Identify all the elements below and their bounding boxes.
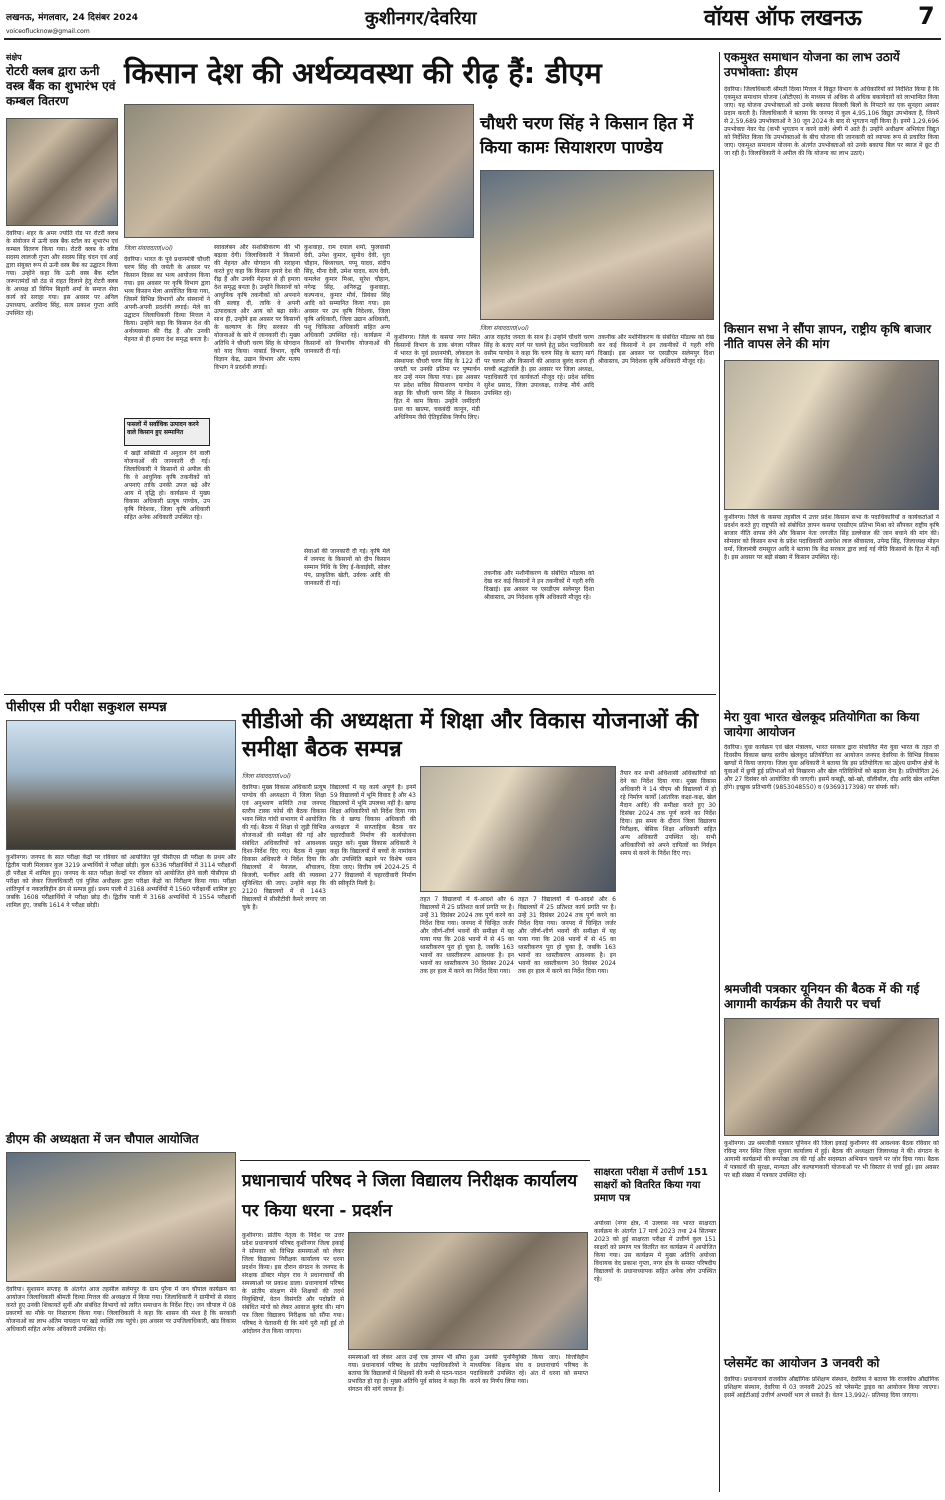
- pcs-body: कुशीनगर। जनपद के सात परीक्षा केंद्रों पर रविवार को आयोजित पूर्व पीसीएस प्री परीक्षा के प्रथम और द्वितीय पाली मिलाकर कुल 3219 अभ्यर्थियों ने परीक्षा छोड़ी। कुल 6336 परीक्षार्थियों में 3114 परीक्षार्थी ही परीक्षा में शामिल हुए। जनपद के सात परीक्षा केन्द्रों पर रविवार को आयोजित होने वाली पीसीएस प्री परीक्षा को लेकर जिलाधिकारी एवं पुलिस अधीक्षक द्वारा परीक्षा केंद्रों का निरीक्षण किया गया। परीक्षा शांतिपूर्ण व नकलविहीन ढंग से सम्पन्न हुई। प्रथम पाली में 3168 अभ्यर्थियों में 1560 परीक्षार्थी शामिल हुए जबकि 1608 परीक्षार्थियों ने परीक्षा छोड़ दी। द्वितीय पाली में 3168 अभ्यर्थियों में 1554 परीक्षार्थी शामिल हुए, जबकि 1614 ने परीक्षा छोड़ी।: [6, 854, 236, 909]
- cdo-col1: देवरिया। मुख्य विकास अधिकारी प्रत्यूष पाण्डेय की अध्यक्षता में जिला शिक्षा एवं अनुश्रवण समिति तथा जनपद स्तरीय टास्क फोर्स की बैठक विकास भवन स्थित गांधी सभागार में आयोजित की गई। बैठक में शिक्षा से जुड़ी विभिन्न योजनाओं की समीक्षा की गई और संबंधित अधिकारियों को आवश्यक दिशा-निर्देश दिए गए। बैठक में मुख्य विकास अधिकारी ने निर्देश दिया कि विद्यालयों में पेयजल, शौचालय, बिजली, फर्नीचर आदि की व्यवस्था सुनिश्चित की जाए। उन्होंने कहा कि 2120 विद्यालयों में से 1443 विद्यालयों में सीसीटीवी कैमरे लगाए जा चुके हैं।: [242, 784, 326, 911]
- masthead: [0, 0, 945, 50]
- lead-box: [124, 418, 210, 446]
- lead-dateline: जिला संवाददाता(vol): [124, 245, 173, 252]
- cdo-dateline: जिला संवाददाता(vol): [242, 773, 291, 780]
- right3-body: देवरिया। युवा कार्यक्रम एवं खेल मंत्रालय, भारत सरकार द्वारा संचालित मेरा युवा भारत के तहत दो दिवसीय विकास खण्ड स्तरीय खेलकूद प्रतियोगिता का आयोजन जनपद देवरिया के विभिन्न विकास खण्डों में किया जाएगा। जिला युवा अधिकारी ने बताया कि इस प्रतियोगिता का उद्देश्य ग्रामीण क्षेत्रों के युवाओं में छुपी हुई प्रतिभाओं को निखारना और खेल गतिविधियों को बढ़ावा देना है। प्रतियोगिता 26 और 27 दिसंबर को आयोजित की जाएगी। इसमें कबड्डी, खो-खो, वॉलीबॉल, दौड़ आदि खेल शामिल होंगे। इच्छुक प्रतिभागी (9853048550) व (9369317398) पर संपर्क करें।: [724, 744, 939, 791]
- lead-col5c: तकनीक और मशीनीकरण के संबंधित मॉडल्स को देख कर कई किसानों ने इन तकनीकों में गहरी रुचि दिखाई। इस अवसर पर एसडीएम सलेमपुर दिशा श्रीवास्तव, उप निदेशक कृषि अधिकारी मौजूद रहे।: [484, 570, 594, 601]
- dharna-photo: [348, 1232, 588, 1350]
- lead-col3b: सेवाओं की जानकारी दी गई। कृषि मेले में जनपद के किसानों को दीप किसान सम्मान निधि के लिए ई-केवाईसी, सोलर पंप, प्राकृतिक खेती, उर्वरक आदि की जानकारी दी गई।: [304, 548, 390, 587]
- lead-headline: किसान देश की अर्थव्यवस्था की रीढ़ हैं: डीएम: [124, 56, 602, 90]
- lead-col4: कुशीनगर। जिले के कसया नगर स्थित किसानों विभाग के डाक बंगला परिसर में भारत के पूर्व प्रधानमंत्री, लोकदल के संस्थापक चौधरी चरण सिंह के 122 वीं जयंती पर उनकी प्रतिमा पर पुष्पार्चन कर उन्हें नमन किया गया। इस अवसर पर प्रदेश सचिव सियाशरण पाण्डेय ने कहा कि चौधरी चरण सिंह ने किसान हित में काम किया। उन्होंने जमींदारी प्रथा का खात्मा, चकबंदी कानून, मंडी अधिनियम जैसे ऐतिहासिक निर्णय लिए।: [394, 334, 480, 421]
- lead-col3: कुशवाहा, राम दयाल शर्मा, फुलवासी देवी, उमेश कुमार, सुमोध देवी, धुरा चौहान, बिंध्याचल, पप्पू यादव, संदीप सिंह, मीना देवी, उमेश यादव, सत्य देवी, कमलेश कुमार मिश्रा, सुरेश चौहान, नगेन्द्र सिंह, अनिरुद्ध कुशवाहा, कल्पनाथ, कुमार मौर्य, प्रियंका सिंह आदि को सम्मानित किया गया। इस अवसर पर उप कृषि निदेशक, जिला कृषि अधिकारी, जिला उद्यान अधिकारी, पशु चिकित्सा अधिकारी सहित अन्य अधिकारी उपस्थित रहे। कार्यक्रम में किसानों को विभागीय योजनाओं की जानकारी दी गई।: [304, 244, 390, 355]
- right2-body: कुशीनगर। जिले के कसया तहसील में उत्तर प्रदेश किसान सभा के पदाधिकारियों व कार्यकर्ताओं ने प्रदर्शन करते हुए राष्ट्रपति को संबोधित ज्ञापन कसया एसडीएम प्रतिभा मिश्रा को सौंपकर राष्ट्रीय कृषि बाजार नीति वापस लेने और किसान नेता जगजीत सिंह डल्लेवाल की जान बचाने की मांग की। सोमवार को किसान सभा के प्रदेश पदाधिकारी अवधेश लाल श्रीवास्तव, उपेन्द्र सिंह, जिलाध्यक्ष मोहन वर्मा, जिलामंत्री रामसूरत आदि ने बताया कि केंद्र सरकार द्वारा लाई गई नीति किसानों के हित में नहीं है। इस अवसर पर बड़ी संख्या में किसान उपस्थित रहे।: [724, 514, 939, 561]
- lead-col5: आज राहतेद जनता के साथ है। उन्होंने चौधरी चरण सिंह के बताए मार्ग पर चलने हेतु प्रदेश पदाधिकारी वसीम पाण्डेय ने कहा कि चरण सिंह के बताए मार्ग पर चलना और किसानों की आवाज बुलंद करना ही सच्ची श्रद्धांजलि है। इस अवसर पर जिला अध्यक्ष, पदाधिकारी एवं कार्यकर्ता मौजूद रहे। प्रदेश सचिव सुरेश प्रसाद, जिला उपाध्यक्ष, राजेन्द्र मौर्य आदि उपस्थित रहे।: [484, 334, 594, 397]
- paper-name: वॉयस ऑफ लखनऊ: [704, 5, 862, 31]
- email: voiceoflucknow@gmail.com: [6, 28, 90, 35]
- chaupal-photo: [6, 1152, 236, 1282]
- right2-headline: किसान सभा ने सौंपा ज्ञापन, राष्ट्रीय कृषि बाजार नीति वापस लेने की मांग: [724, 322, 931, 351]
- dharna-headline: प्रधानाचार्य परिषद ने जिला विद्यालय निरीक्षक कार्यालय पर किया धरना - प्रदर्शन: [242, 1171, 578, 1221]
- cdo-col3b: तहत 7 विद्यालयों में ये-आदर्श और 6 विद्यालयों में 25 प्रतिशत कार्य प्रगति पर है। उन्हें 31 दिसंबर 2024 तक पूर्ण करने का निर्देश दिया गया। जनपद में चिन्हित जर्जर और जीर्ण-शीर्ण भवनों की समीक्षा में यह पाया गया कि 208 भवनों में से 45 का ध्वस्तीकरण पूरा हो चुका है, जबकि 163 भवनों का ध्वस्तीकरण आवश्यक है। इन भवनों का ध्वस्तीकरण 30 दिसंबर 2024 तक हर हाल में करने का निर्देश दिया गया।: [518, 896, 616, 975]
- lead-photo-2: [480, 170, 714, 320]
- dharna-rule: [240, 1160, 590, 1161]
- lead-photo: [124, 104, 474, 238]
- pcs-photo: [6, 720, 236, 850]
- chaupal-headline: डीएम की अध्यक्षता में जन चौपाल आयोजित: [6, 1132, 199, 1146]
- cdo-col2: विद्यालयों में यह कार्य अपूर्ण है। इनमें 59 विद्यालयों में भूमि विवाद है और 43 विद्यालयों में भूमि उपलब्ध नहीं है। खण्ड शिक्षा अधिकारियों को निर्देश दिया गया कि वे खण्ड विकास अधिकारी की अध्यक्षता में साप्ताहिक बैठक कर चहारदीवारी निर्माण की कार्ययोजना प्रस्तुत करें। मुख्य विकास अधिकारी ने कहा कि विद्यालयों में बच्चों के नामांकन और उपस्थिति बढ़ाने पर विशेष ध्यान दिया जाए। वित्तीय वर्ष 2024-25 में 277 विद्यालयों में चहारदीवारी निर्माण की स्वीकृति मिली है।: [330, 784, 416, 887]
- right-divider: [719, 52, 720, 1492]
- page-number: 7: [918, 2, 935, 30]
- right4-body: कुशीनगर। उप्र श्रमजीवी पत्रकार यूनियन की जिला इकाई कुशीनगर की आवश्यक बैठक रविवार को रविन्द्र नगर स्थित जिला सूचना कार्यालय में हुई। बैठक की अध्यक्षता जिलाध्यक्ष ने की। संगठन के आगामी कार्यक्रमों की रूपरेखा तय की गई और सदस्यता अभियान चलाने पर जोर दिया गया। बैठक में पत्रकारों की सुरक्षा, मान्यता और कल्याणकारी योजनाओं पर भी विस्तार से चर्चा हुई। इस अवसर पर बड़ी संख्या में पत्रकार उपस्थित रहे।: [724, 1140, 939, 1179]
- dharna-body3: हुआ उनकी पुनर्नियुक्ति किया जाए। वित्तविहीन माध्यमिक शिक्षक संघ व प्रधानाचार्य परिषद के पदाधिकारी उपस्थित रहे। अंत में धरना को समाप्त करने का निर्णय लिया गया।: [470, 1354, 588, 1385]
- right3-headline: मेरा युवा भारत खेलकूद प्रतियोगिता का किया जायेगा आयोजन: [724, 710, 920, 739]
- lead-col1: देवरिया। भारत के पूर्व प्रधानमंत्री चौधरी चरण सिंह की जयंती के अवसर पर किसान दिवस का भव्य आयोजन किया गया। इस अवसर पर कृषि विभाग द्वारा भव्य किसान मेला आयोजित किया गया, जिसमें विभिन्न विभागों और संस्थानों ने अपनी-अपनी प्रदर्शनी लगाई। मेले का उद्घाटन जिलाधिकारी दिव्या मित्तल ने किया। उन्होंने कहा कि किसान देश की अर्थव्यवस्था की रीढ़ हैं और उनकी मेहनत से ही हमारा देश समृद्ध बनता है।: [124, 256, 210, 343]
- cdo-col4: तैयार कर सभी अधिशासी अधिकारियों को देने का निर्देश दिया गया। मुख्य विकास अधिकारी ने 14 पीएम श्री विद्यालयों में हो रहे निर्माण कार्यों (आंतरिक कक्षा-कक्ष, खेल मैदान आदि) की समीक्षा करते हुए 30 दिसंबर 2024 तक पूर्ण करने का निर्देश दिया। इस समय के दौरान जिला विद्यालय निरीक्षक, बेसिक शिक्षा अधिकारी सहित अन्य अधिकारी उपस्थित रहे। सभी अधिकारियों को अपने दायित्वों का निर्वहन समय से करने के निर्देश दिए गए।: [620, 770, 716, 857]
- awards-body: अयोध्या (नगर क्षेत्र, में उल्लास नव भारत साक्षरता कार्यक्रम के अंतर्गत 17 मार्च 2023 तथा 24 सितम्बर 2023 को हुई साक्षरता परीक्षा में उत्तीर्ण कुल 151 साक्षरों को प्रमाण पत्र वितरित कर कार्यक्रम में आयोजित किया गया। उस कार्यक्रम में मुख्य अतिथि अयोध्या विधायक वेद प्रकाश गुप्ता, नगर क्षेत्र के समस्त परिषदीय विद्यालयों के प्रधानाध्यापक सहित अनेक लोग उपस्थित रहे।: [594, 1220, 716, 1283]
- right5-headline: प्लेसमेंट का आयोजन 3 जनवरी को: [724, 1356, 880, 1370]
- date-line: लखनऊ, मंगलवार, 24 दिसंबर 2024: [6, 13, 139, 23]
- pcs-headline: पीसीएस प्री परीक्षा सकुशल सम्पन्न: [6, 700, 167, 715]
- right4-headline: श्रमजीवी पत्रकार यूनियन की बैठक में की गई आगामी कार्यक्रम की तैयारी पर चर्चा: [724, 982, 920, 1011]
- brief-headline: रोटरी क्लब द्वारा ऊनी वस्त्र बैंक का शुभारंभ एवं कम्बल वितरण: [6, 64, 116, 108]
- dharna-body2: समस्याओं को लेकर आज उन्हें एक ज्ञापन भी सौंपा गया। प्रधानाचार्य परिषद के प्रांतीय पदाधिकारियों ने बताया कि विद्यालयों में शिक्षकों की कमी से पठन-पाठन प्रभावित हो रहा है। मुख्य अतिथि पूर्व सांसद ने कहा कि संगठन की मांगें जायज हैं।: [348, 1354, 466, 1393]
- awards-headline: साक्षरता परीक्षा में उत्तीर्ण 151 साक्षरों को वितरित किया गया प्रमाण पत्र: [594, 1167, 709, 1204]
- lead-box-text: फसलों में सर्वाधिक उत्पादन करने वाले किसान हुए सम्मानित: [127, 421, 199, 436]
- lead-col2: स्वावलंबन और सशक्तिकरण की भी बढ़ावा देगी। जिलाधिकारी ने किसानों की मेहनत और योगदान की सराहना करते हुए कहा कि किसान हमारे देश की रीढ़ हैं और उनकी मेहनत से ही हमारा देश समृद्ध बनता है। उन्होंने किसानों को आधुनिक कृषि तकनीकों को अपनाने की सलाह दी, ताकि वे अपनी उत्पादकता और आय को बढ़ा सकें। साथ ही, उन्होंने इस अवसर पर किसानों के कल्याण के लिए सरकार की योजनाओं के बारे में जानकारी दी। मुख्य अतिथि ने चौधरी चरण सिंह के योगदान को याद किया। नाबार्ड विभाग, कृषि विज्ञान केंद्र, उद्यान विभाग और मत्स्य विभाग ने प्रदर्शनी लगाई।: [214, 244, 300, 371]
- right5-body: देवरिया। प्रधानाचार्य राजकीय औद्योगिक प्रशिक्षण संस्थान, देवरिया ने बताया कि राजकीय औद्योगिक प्रशिक्षण संस्थान, देवरिया में 03 जनवरी 2025 को प्लेसमेंट ड्राइव का आयोजन किया जाएगा। इसमें आईटीआई उत्तीर्ण अभ्यर्थी भाग ले सकते हैं। वेतन 13,992/- प्रतिमाह दिया जाएगा।: [724, 1376, 939, 1399]
- lead-subhead: चौधरी चरण सिंह ने किसान हित में किया कामः सियाशरण पाण्डेय: [480, 114, 693, 158]
- lead-photo-caption: जिला संवाददाता(vol): [480, 325, 529, 332]
- lead-col1b: में खड़ी सब्सिडी में अनुदान देने वाली योजनाओं की जानकारी दी गई। जिलाधिकारी ने किसानों से अपील की कि वे आधुनिक कृषि तकनीकों को अपनाएं ताकि उनकी उपज बढ़े और आय में वृद्धि हो। कार्यक्रम में मुख्य विकास अधिकारी प्रत्यूष पाण्डेय, उप कृषि निदेशक, जिला कृषि अधिकारी सहित अनेक अधिकारी उपस्थित रहे।: [124, 450, 210, 521]
- mid-rule: [4, 694, 716, 695]
- brief-photo: [6, 118, 118, 226]
- cdo-headline: सीडीओ की अध्यक्षता में शिक्षा और विकास योजनाओं की समीक्षा बैठक सम्पन्न: [242, 709, 699, 762]
- brief-label: संक्षेप: [6, 53, 22, 62]
- cdo-photo: [420, 766, 616, 892]
- right1-body: देवरिया। जिलाधिकारी श्रीमती दिव्या मित्तल ने विद्युत विभाग के अधिकारियों को निर्देशित किया है कि एकमुश्त समाधान योजना (ओटीएस) के माध्यम से अधिक से अधिक बकायेदारों को लाभान्वित किया जाए। यह योजना उपभोक्ताओं को उनके बकाया बिजली बिलों के निपटारे का एक सुनहरा अवसर प्रदान करती है। जिलाधिकारी ने बताया कि जनपद में कुल 4,95,106 विद्युत उपभोक्ता हैं, जिनमें से 2,59,689 उपभोक्ताओं ने 30 जून 2024 के बाद से भुगतान नहीं किया है। इनमें 1,29,696 उपभोक्ता नेवर पेड (कभी भुगतान न करने वाले) श्रेणी में आते हैं। उन्होंने अधीक्षण अभियंता विद्युत को निर्देशित किया कि उपभोक्ताओं के बीच योजना की जानकारी को व्यापक रूप से प्रचारित किया जाए। एकमुश्त समाधान योजना के अंतर्गत उपभोक्ताओं को उनके बकाया बिल पर ब्याज में छूट दी जा रही है। जिलाधिकारी ने अपील की कि योजना का लाभ उठाएं।: [724, 86, 939, 157]
- dharna-body: कुशीनगर। प्रांतीय नेतृत्व के निर्देश पर उत्तर प्रदेश प्रधानाचार्य परिषद कुशीनगर जिला इकाई ने सोमवार को विभिन्न समस्याओं को लेकर जिला विद्यालय निरीक्षक कार्यालय पर धरना प्रदर्शन किया। इस दौरान संगठन के जनपद के संरक्षक डॉक्टर मोहन राव ने प्रधानाचार्यों की समस्याओं पर प्रकाश डाला। प्रधानाचार्य परिषद के प्रांतीय संरक्षण मेंने शिक्षकों की तदर्थ नियुक्तियों, वेतन विसंगति और पदोन्नति से संबंधित मांगों को लेकर आवाज बुलंद की। मांग पत्र जिला विद्यालय निरीक्षक को सौंपा गया। परिषद ने चेतावनी दी कि मांगें पूरी नहीं हुईं तो आंदोलन तेज किया जाएगा।: [242, 1232, 344, 1335]
- right2-photo: [724, 360, 939, 510]
- section-title: कुशीनगर/देवरिया: [365, 8, 477, 29]
- chaupal-body: देवरिया। सुशासन सप्ताह के अंतर्गत आज तहसील सलेमपुर के ग्राम पुरैना में जन चौपाल कार्यक्रम का आयोजन जिलाधिकारी श्रीमती दिव्या मित्तल की अध्यक्षता में किया गया। जिलाधिकारी ने ग्रामीणों से संवाद करते हुए उनकी शिकायतें सुनीं और संबंधित विभागों को त्वरित समाधान के निर्देश दिए। जन चौपाल में 08 प्रकरणों का मौके पर निस्तारण किया गया। जिलाधिकारी ने कहा कि शासन की मंशा है कि सरकारी योजनाओं का लाभ अंतिम पायदान पर खड़े व्यक्ति तक पहुंचे। इस अवसर पर उपजिलाधिकारी, खंड विकास अधिकारी सहित अनेक अधिकारी उपस्थित रहे।: [6, 1286, 236, 1333]
- right1-headline: एकमुश्त समाधान योजना का लाभ उठायें उपभोक्ता: डीएम: [724, 50, 900, 79]
- right4-photo: [724, 1018, 939, 1136]
- brief-body: देवरिया। शहर के अमर ज्योति रोड पर रोटरी क्लब के संयोजन में ऊनी वस्त्र बैंक स्टॉल का शुभारंभ एवं कम्बल वितरण किया गया। रोटरी क्लब के वरिष्ठ सदस्य लालजी गुप्ता और सदस्य सिंह चंदन एवं आई द्वारा संयुक्त रूप से ऊनी वस्त्र बैंक का उद्घाटन किया गया। उन्होंने कहा कि ऊनी वस्त्र बैंक स्टॉल जरूरतमंदों को ठंड से राहत दिलाने हेतु रोटरी क्लब के अध्यक्ष डॉ विपिन बिहारी शर्मा के समाज सेवा कार्य को सराहा गया। इस अवसर पर अनिल उपाध्याय, अरविन्द सिंह, सत्य प्रकाश गुप्ता आदि उपस्थित रहे।: [6, 230, 118, 317]
- cdo-col3: तहत 7 विद्यालयों में ये-आदर्श और 6 विद्यालयों में 25 प्रतिशत कार्य प्रगति पर है। उन्हें 31 दिसंबर 2024 तक पूर्ण करने का निर्देश दिया गया। जनपद में चिन्हित जर्जर और जीर्ण-शीर्ण भवनों की समीक्षा में यह पाया गया कि 208 भवनों में से 45 का ध्वस्तीकरण पूरा हो चुका है, जबकि 163 भवनों का ध्वस्तीकरण आवश्यक है। इन भवनों का ध्वस्तीकरण 30 दिसंबर 2024 तक हर हाल में करने का निर्देश दिया गया।: [420, 896, 514, 975]
- masthead-rule: [4, 38, 941, 40]
- lead-col5b: तकनीक और मशीनीकरण के संबंधित मॉडल्स को देख कर कई किसानों ने इन तकनीकों में गहरी रुचि दिखाई। इस अवसर पर एसडीएम सलेमपुर दिशा श्रीवास्तव, उप निदेशक कृषि अधिकारी मौजूद रहे।: [598, 334, 714, 365]
